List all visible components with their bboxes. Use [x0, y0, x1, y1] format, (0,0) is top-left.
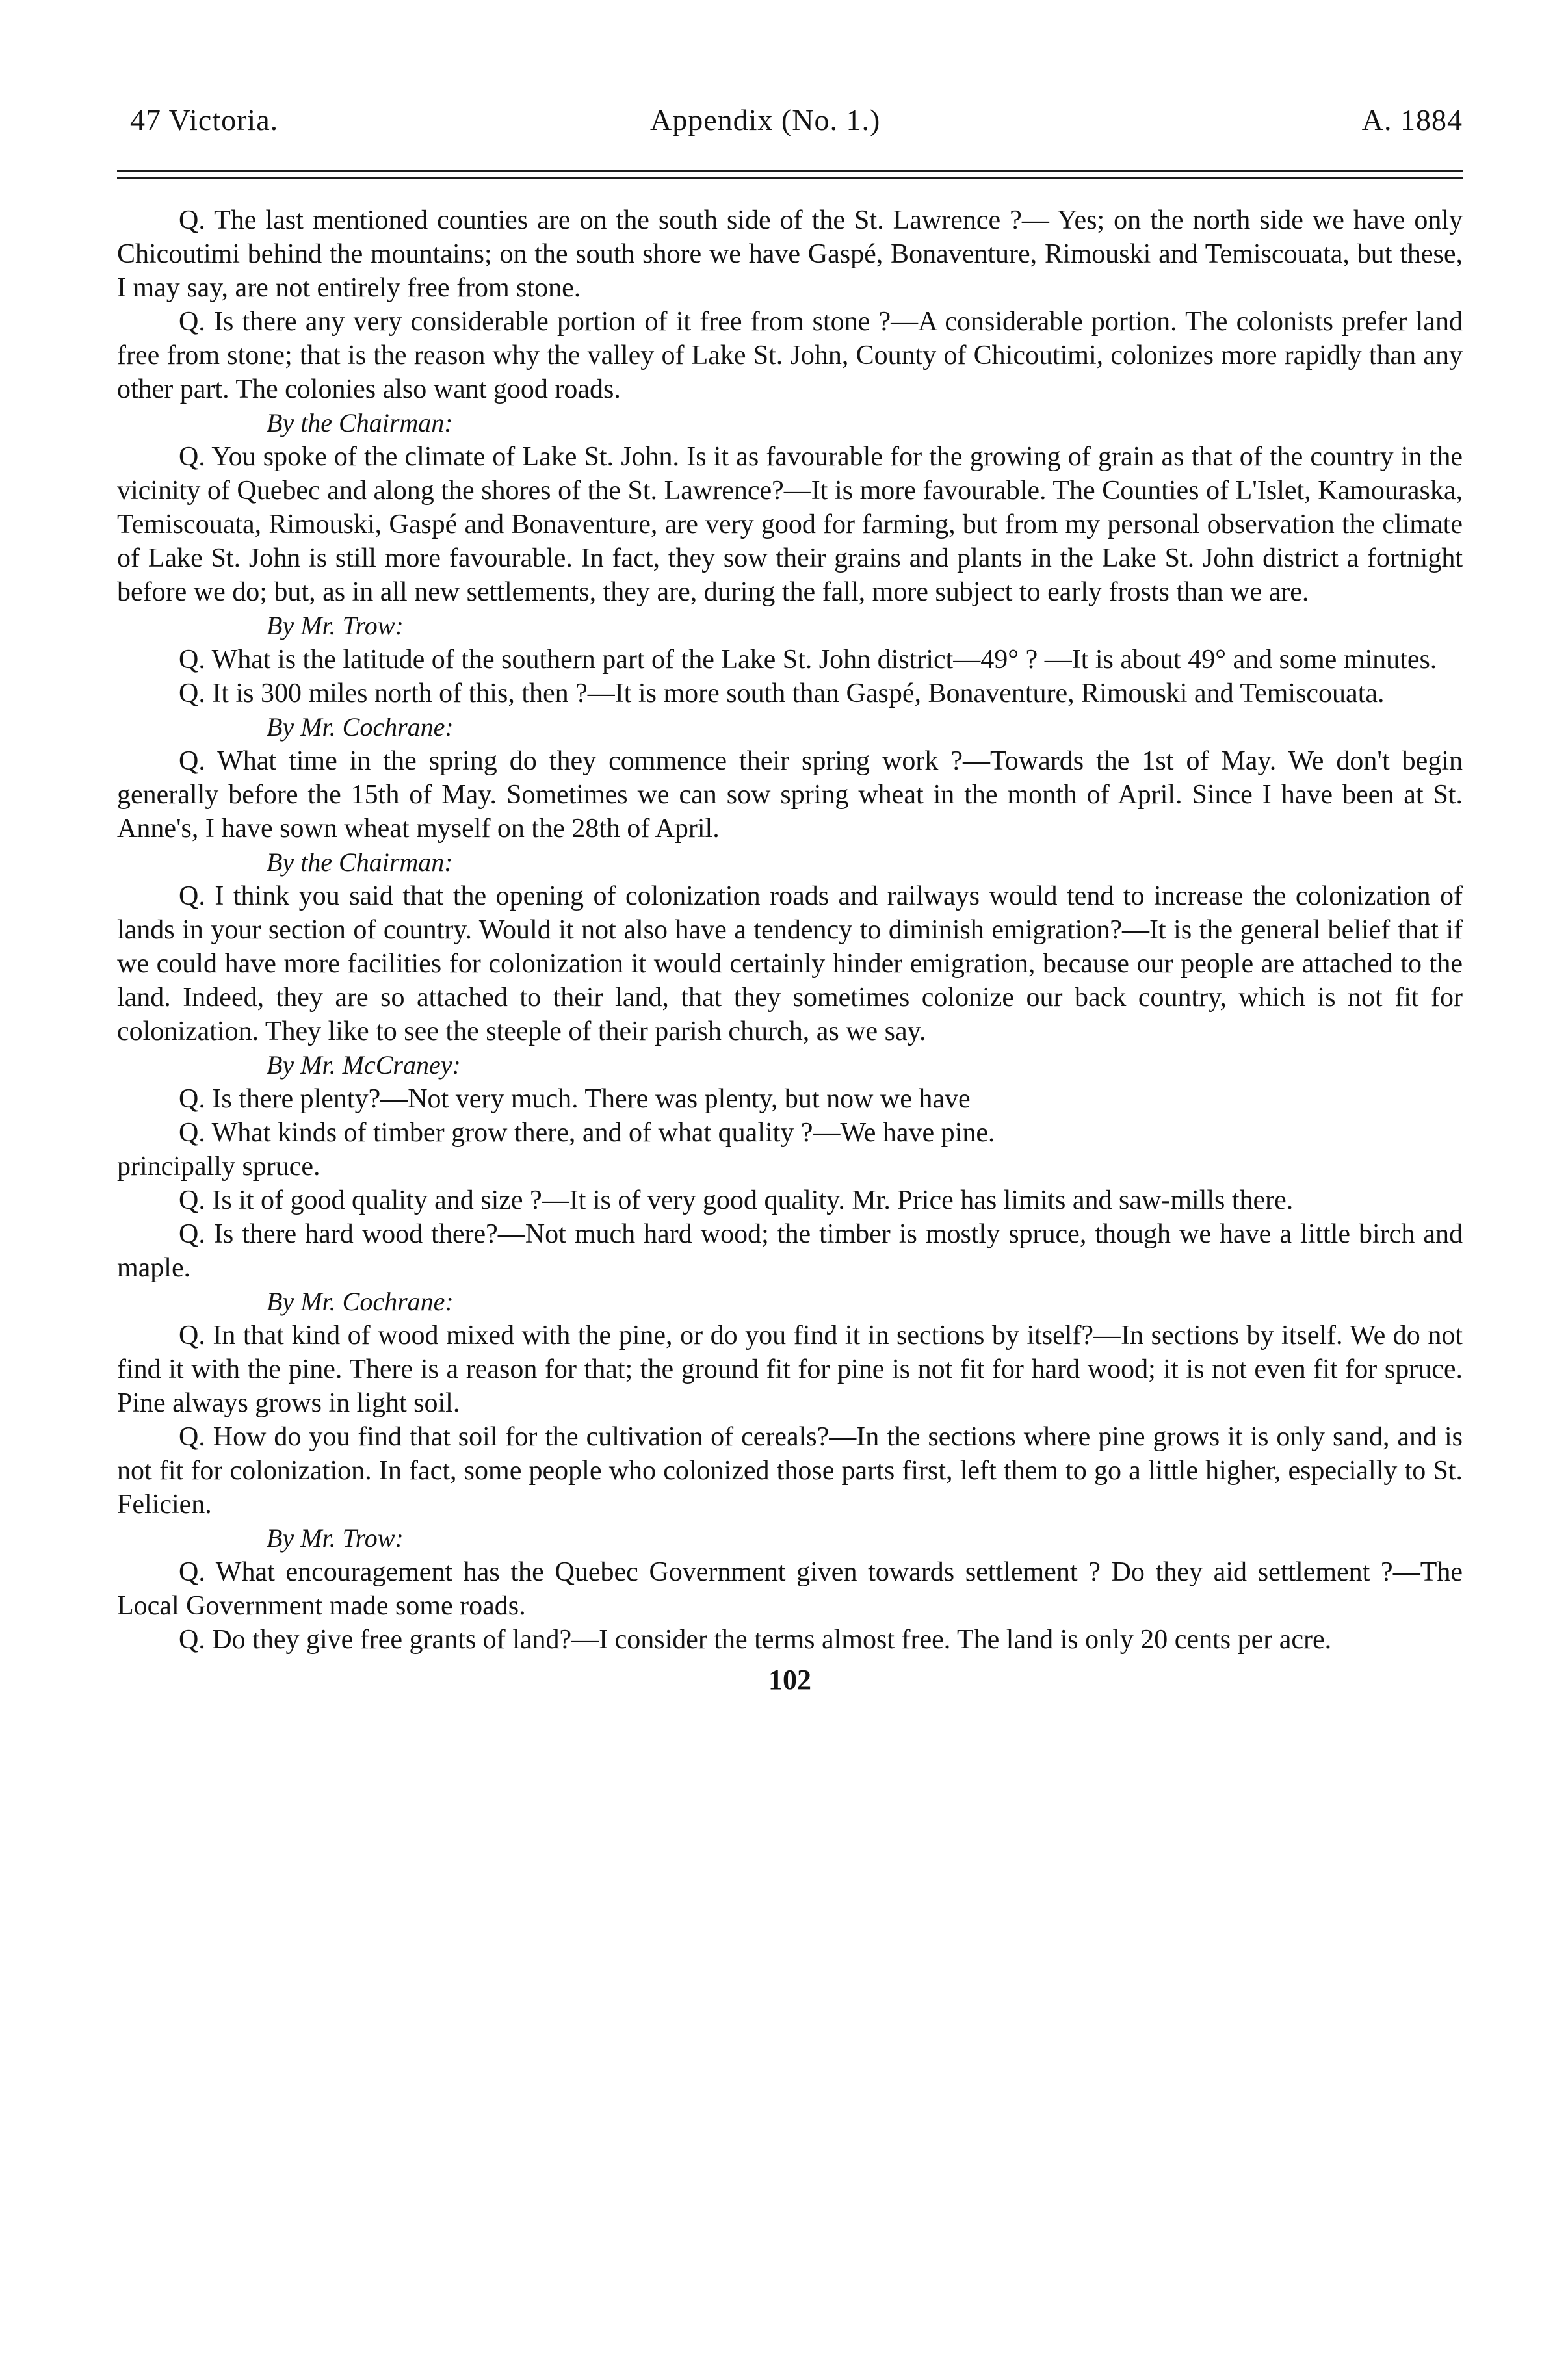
page-number: 102: [768, 1664, 811, 1696]
qa-paragraph: Q. Is there hard wood there?—Not much hard wood; the timber is mostly spruce, though we have a little birch and maple.: [117, 1219, 1463, 1283]
qa-paragraph: Q. What is the latitude of the southern part of the Lake St. John district—49° ? —It is about 49° and some minutes.: [179, 645, 1437, 675]
header-session: 47 Victoria.: [130, 103, 279, 136]
testimony-body: [117, 203, 1463, 1657]
qa-paragraph-continuation: principally spruce.: [117, 1152, 320, 1182]
qa-paragraph: Q. I think you said that the opening of colonization roads and railways would tend to increase the colonization of lands in your section of country. Would it not also have a tendency to diminish emigration?—It is the general belief that if we could have more facilities for colonization it would certainly hinder emigration, because our people are attached to the land. Indeed, they are so attached to their land, that they sometimes colonize our back country, which is not fit for colonization. They like to see the steeple of their parish church, as we say.: [117, 881, 1463, 1046]
qa-paragraph: Q. How do you find that soil for the cultivation of cereals?—In the sections where pine grows it is only sand, and is not fit for colonization. In fact, some people who colonized those parts first, left them to go a little higher, especially to St. Felicien.: [117, 1422, 1463, 1520]
speaker-heading: By the Chairman:: [267, 847, 453, 877]
speaker-heading: By Mr. Cochrane:: [267, 712, 454, 742]
qa-paragraph: Q. What kinds of timber grow there, and of what quality ?—We have pine.: [179, 1118, 995, 1148]
qa-paragraph: Q. In that kind of wood mixed with the pine, or do you find it in sections by itself?—In sections by itself. We do not find it with the pine. There is a reason for that; the ground fit for pine is not fit for hard wood; it is not even fit for spruce. Pine always grows in light soil.: [117, 1321, 1463, 1418]
header-year: A. 1884: [1361, 103, 1463, 136]
speaker-heading: By Mr. Cochrane:: [267, 1287, 454, 1316]
header-rule-top: [117, 170, 1463, 172]
qa-paragraph: Q. The last mentioned counties are on the south side of the St. Lawrence ?— Yes; on the north side we have only Chicoutimi behind the mountains; on the south shore we have Gaspé, Bonaventure, Rimouski and Temiscouata, but these, I may say, are not entirely free from stone.: [117, 205, 1463, 303]
qa-paragraph: Q. Is there any very considerable portion of it free from stone ?—A considerable portion. The colonists prefer land free from stone; that is the reason why the valley of Lake St. John, County of Chicoutimi, colonizes more rapidly than any other part. The colonies also want good roads.: [117, 307, 1463, 404]
header-rule-bottom: [117, 177, 1463, 179]
speaker-heading: By Mr. Trow:: [267, 1523, 404, 1553]
qa-paragraph: Q. Is there plenty?—Not very much. There was plenty, but now we have: [179, 1084, 971, 1114]
speaker-heading: By the Chairman:: [267, 408, 453, 437]
qa-paragraph: Q. What time in the spring do they commence their spring work ?—Towards the 1st of May. We don't begin generally before the 15th of May. Sometimes we can sow spring wheat in the month of April. Since I have been at St. Anne's, I have sown wheat myself on the 28th of April.: [117, 746, 1463, 844]
qa-paragraph: Q. Is it of good quality and size ?—It is of very good quality. Mr. Price has limits and saw-mills there.: [179, 1185, 1294, 1215]
header-appendix: Appendix (No. 1.): [650, 103, 881, 136]
speaker-heading: By Mr. Trow:: [267, 611, 404, 640]
qa-paragraph: Q. It is 300 miles north of this, then ?—It is more south than Gaspé, Bonaventure, Rimouski and Temiscouata.: [179, 679, 1385, 708]
qa-paragraph: Q. You spoke of the climate of Lake St. John. Is it as favourable for the growing of grain as that of the country in the vicinity of Quebec and along the shores of the St. Lawrence?—It is more favourable. The Counties of L'Islet, Kamouraska, Temiscouata, Rimouski, Gaspé and Bonaventure, are very good for farming, but from my personal observation the climate of Lake St. John is still more favourable. In fact, they sow their grains and plants in the Lake St. John district a fortnight before we do; but, as in all new settlements, they are, during the fall, more subject to early frosts than we are.: [117, 442, 1463, 607]
qa-paragraph: Q. What encouragement has the Quebec Government given towards settlement ? Do they aid settlement ?—The Local Government made some roads.: [117, 1557, 1463, 1621]
document-page: [117, 97, 1463, 1700]
qa-paragraph: Q. Do they give free grants of land?—I consider the terms almost free. The land is only 20 cents per acre.: [179, 1625, 1332, 1655]
speaker-heading: By Mr. McCraney:: [267, 1050, 461, 1080]
running-header: [117, 97, 1463, 143]
